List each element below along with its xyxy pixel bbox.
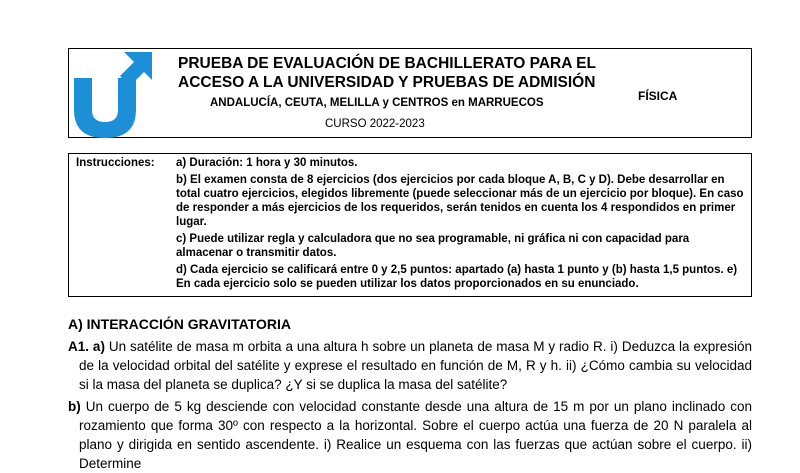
instructions-label: Instrucciones: [76,157,155,169]
university-logo-icon [72,50,154,138]
section-title: A) INTERACCIÓN GRAVITATORIA [68,316,291,332]
exam-title [178,54,598,92]
instruction-item: b) El examen consta de 8 ejercicios (dos ejercicios por cada bloque A, B, C y D). Debe desarrollar en total cuatro ejercicios, elegidos libremente (puede seleccionar más de un ejercicio por bloque). En caso de responder a más ejercicios de los requeridos, serán tenidos en cuenta los 4 respondidos en primer lugar. [176,174,744,228]
exam-course: CURSO 2022-2023 [325,118,425,130]
exam-region: ANDALUCÍA, CEUTA, MELILLA y CENTROS en MARRUECOS [210,97,544,109]
instruction-item: a) Duración: 1 hora y 30 minutos. [176,157,358,169]
exam-title-line2: ACCESO A LA UNIVERSIDAD Y PRUEBAS DE ADMISIÓN [178,74,596,91]
question-b-label: b) [68,399,81,414]
question-a1-label: A1. a) [68,339,105,354]
exam-subject: FÍSICA [638,89,678,103]
question-b-text: Un cuerpo de 5 kg desciende con velocidad constante desde una altura de 15 m por un plano inclinado con rozamiento que forma 30º con respecto a la horizontal. Sobre el cuerpo actúa una fuerza de 20 N paralela al plano y dirigida en sentido ascendente. i) Realice un esquema con las fuerzas que actúan sobre el cuerpo. ii) Determine [79,399,752,471]
instruction-item: c) Puede utilizar regla y calculadora que no sea programable, ni gráfica ni con capacidad para almacenar o transmitir datos. [176,233,690,259]
instruction-item: d) Cada ejercicio se calificará entre 0 y 2,5 puntos: apartado (a) hasta 1 punto y (b) hasta 1,5 puntos. e) En cada ejercicio solo se pueden utilizar los datos proporcionados en su enunciado. [176,264,738,290]
question-b [68,397,752,473]
exam-title-line1: PRUEBA DE EVALUACIÓN DE BACHILLERATO PARA EL [178,55,596,72]
question-a1-text: Un satélite de masa m orbita a una altura h sobre un planeta de masa M y radio R. i) Deduzca la expresión de la velocidad orbital del satélite y exprese el resultado en función de M, R y h. ii) ¿Cómo cambia su velocidad si la masa del planeta se duplica? ¿Y si se duplica la masa del satélite? [79,339,752,392]
question-a1 [68,337,752,394]
instructions-list [176,156,744,294]
